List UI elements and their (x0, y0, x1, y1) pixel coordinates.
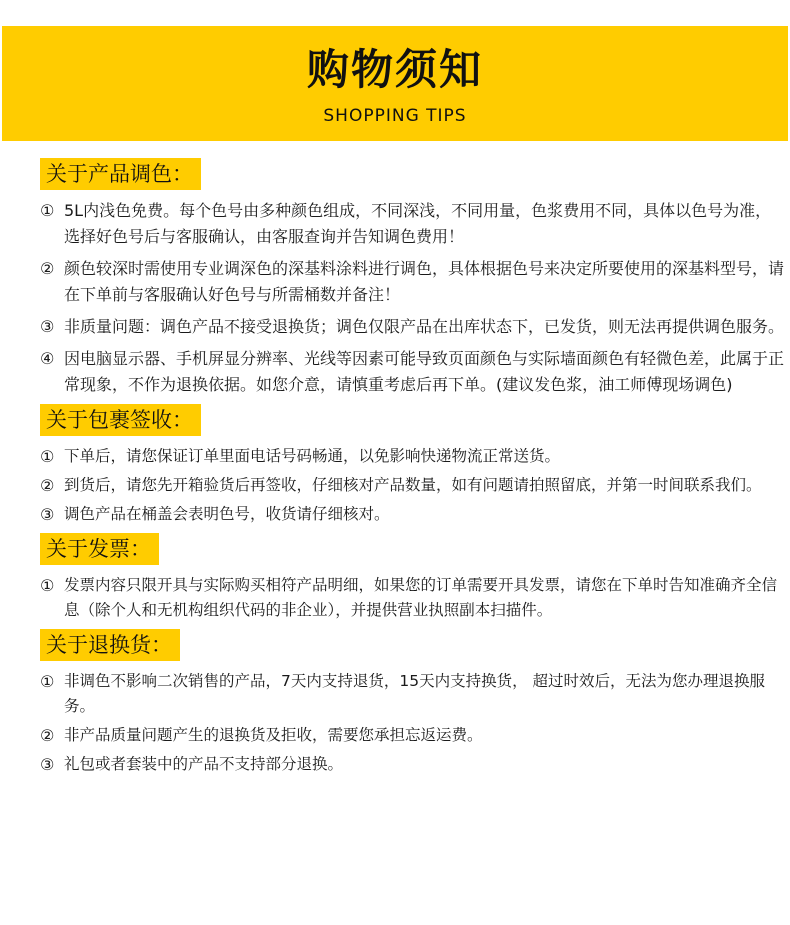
section-heading: 关于发票： (40, 533, 159, 565)
item-list (40, 573, 785, 623)
item-number: ① (40, 672, 55, 691)
list-item (40, 314, 785, 340)
item-text: 非产品质量问题产生的退换货及拒收，需要您承担忘返运费。 (64, 726, 483, 744)
item-number: ③ (40, 505, 55, 524)
item-text: 调色产品在桶盖会表明色号，收货请仔细核对。 (64, 505, 390, 523)
item-number: ① (40, 576, 55, 595)
section-color-mixing (40, 158, 785, 398)
item-number: ③ (40, 755, 55, 774)
item-text: 非质量问题：调色产品不接受退换货；调色仅限产品在出库状态下，已发货，则无法再提供调色服务。 (64, 317, 785, 336)
section-heading: 关于退换货： (40, 629, 180, 661)
section-heading: 关于产品调色： (40, 158, 201, 190)
list-item (40, 444, 785, 469)
list-item (40, 752, 785, 777)
list-item (40, 502, 785, 527)
item-text: 非调色不影响二次销售的产品，7天内支持退货，15天内支持换货， 超过时效后，无法为您办理退换服务。 (64, 672, 766, 715)
item-number: ① (40, 201, 55, 220)
item-number: ② (40, 476, 55, 495)
section-returns (40, 629, 785, 777)
item-text: 颜色较深时需使用专业调深色的深基料涂料进行调色，具体根据色号来决定所要使用的深基料型号，请在下单前与客服确认好色号与所需桶数并备注！ (64, 259, 785, 304)
item-list (40, 198, 785, 398)
list-item (40, 723, 785, 748)
item-number: ② (40, 726, 55, 745)
list-item (40, 473, 785, 498)
item-text: 发票内容只限开具与实际购买相符产品明细，如果您的订单需要开具发票，请您在下单时告知准确齐全信息（除个人和无机构组织代码的非企业），并提供营业执照副本扫描件。 (64, 576, 778, 619)
section-invoice (40, 533, 785, 623)
notice-content (40, 158, 785, 783)
item-text: 5L内浅色免费。每个色号由多种颜色组成，不同深浅，不同用量，色浆费用不同，具体以色号为准，选择好色号后与客服确认，由客服查询并告知调色费用！ (64, 201, 772, 246)
item-number: ② (40, 259, 55, 278)
section-heading: 关于包裹签收： (40, 404, 201, 436)
item-list (40, 444, 785, 527)
page-title: 购物须知 (306, 45, 483, 94)
item-list (40, 669, 785, 777)
page-subtitle: SHOPPING TIPS (323, 106, 467, 126)
list-item (40, 669, 785, 719)
item-text: 礼包或者套装中的产品不支持部分退换。 (64, 755, 344, 773)
header-banner (2, 26, 788, 141)
list-item (40, 573, 785, 623)
item-number: ① (40, 447, 55, 466)
list-item (40, 346, 785, 398)
section-package-receipt (40, 404, 785, 527)
item-text: 因电脑显示器、手机屏显分辨率、光线等因素可能导致页面颜色与实际墙面颜色有轻微色差，此属于正常现象，不作为退换依据。如您介意，请慎重考虑后再下单。(建议发色浆，油工师傅现场调色) (64, 349, 785, 394)
item-text: 下单后，请您保证订单里面电话号码畅通，以免影响快递物流正常送货。 (64, 447, 561, 465)
list-item (40, 198, 785, 250)
item-text: 到货后，请您先开箱验货后再签收，仔细核对产品数量，如有问题请拍照留底，并第一时间联系我们。 (64, 476, 762, 494)
list-item (40, 256, 785, 308)
item-number: ④ (40, 349, 55, 368)
item-number: ③ (40, 317, 55, 336)
